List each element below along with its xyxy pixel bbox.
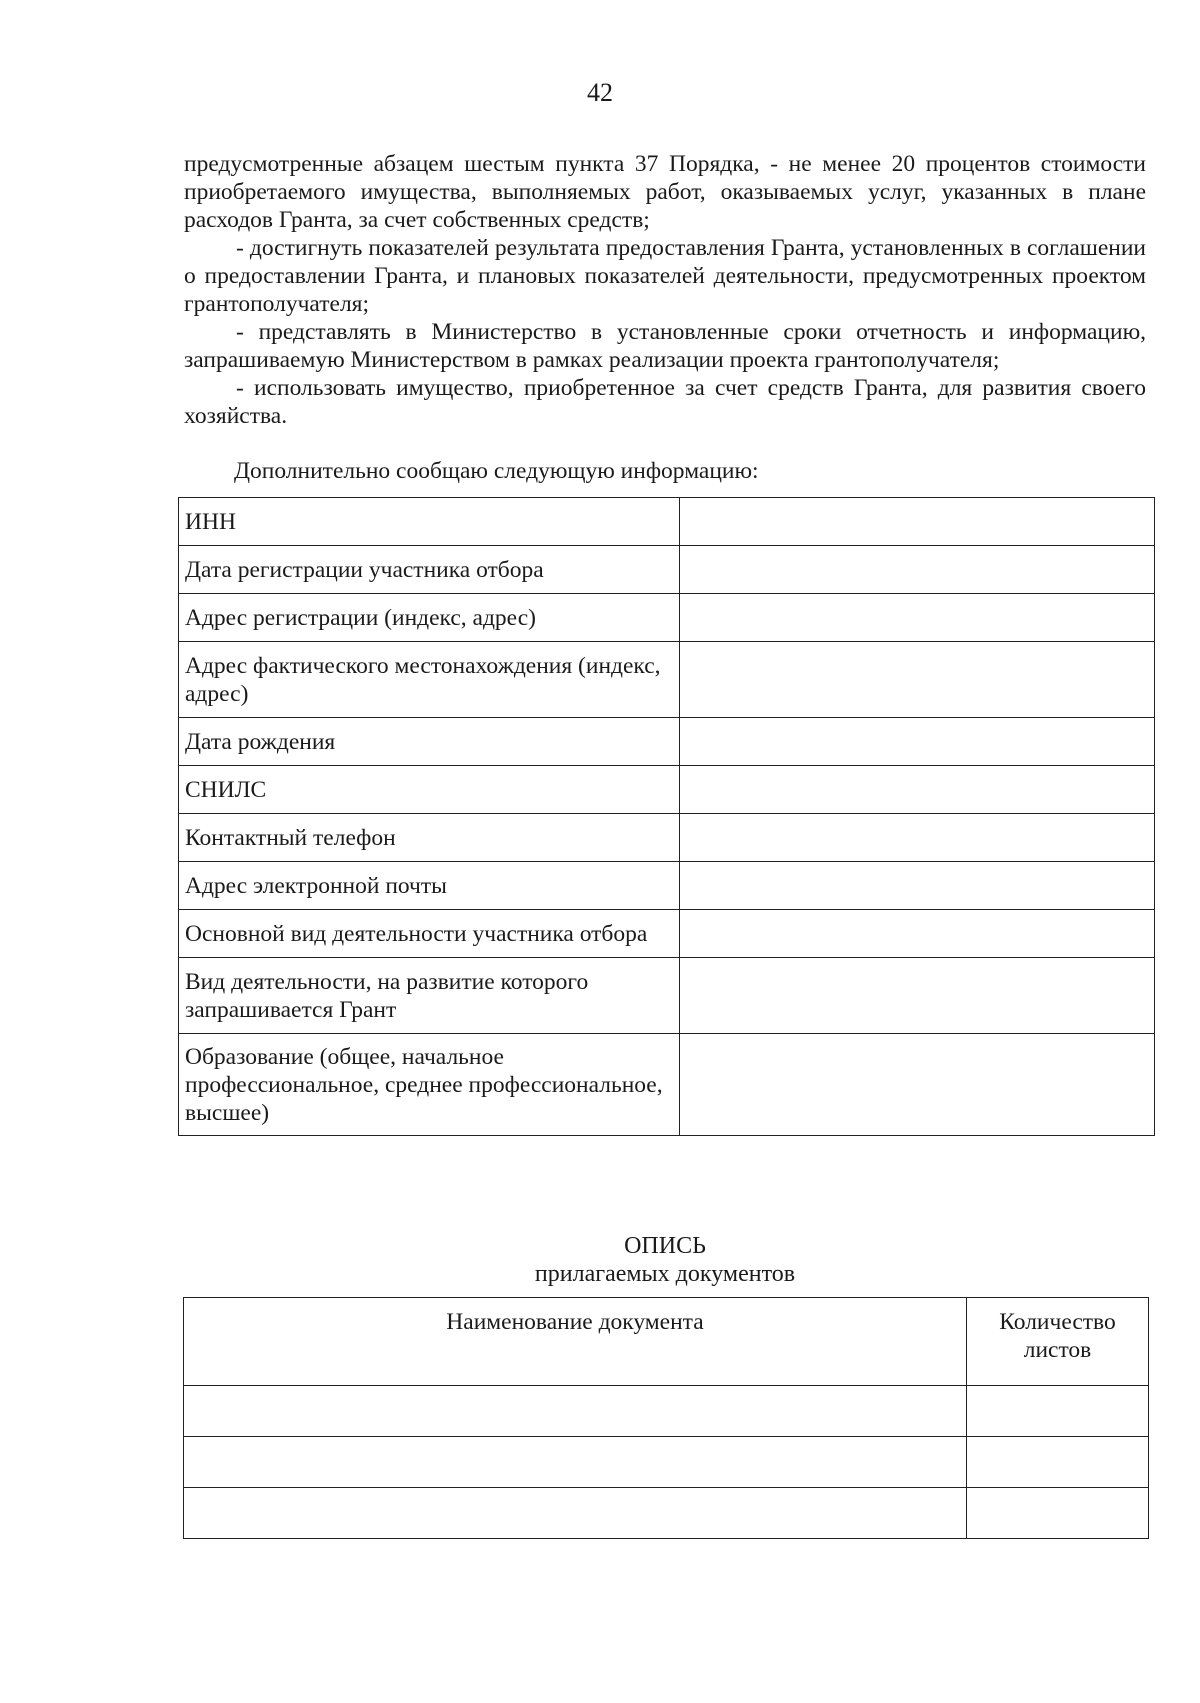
applicant-info-table — [178, 497, 1155, 1136]
sheet-count-cell[interactable] — [967, 1488, 1149, 1539]
sheet-count-cell[interactable] — [967, 1437, 1149, 1488]
table-row — [179, 1034, 1155, 1136]
info-value-registration-date[interactable] — [680, 546, 1155, 594]
opis-heading — [0, 1232, 1200, 1288]
info-value-grant-activity[interactable] — [680, 958, 1155, 1034]
documents-table — [183, 1297, 1149, 1539]
info-value-registration-address[interactable] — [680, 594, 1155, 642]
table-row — [179, 594, 1155, 642]
info-label-birth-date: Дата рождения — [179, 718, 680, 766]
info-value-phone[interactable] — [680, 814, 1155, 862]
info-value-email[interactable] — [680, 862, 1155, 910]
info-label-registration-date: Дата регистрации участника отбора — [179, 546, 680, 594]
document-name-cell[interactable] — [184, 1488, 967, 1539]
column-header-sheet-count: Количество листов — [967, 1298, 1149, 1386]
table-row — [179, 642, 1155, 718]
table-row — [179, 958, 1155, 1034]
table-row — [184, 1488, 1149, 1539]
table-row — [179, 498, 1155, 546]
info-label-email: Адрес электронной почты — [179, 862, 680, 910]
opis-title: ОПИСЬ — [624, 1233, 706, 1259]
info-label-main-activity: Основной вид деятельности участника отбора — [179, 910, 680, 958]
info-label-actual-address: Адрес фактического местонахождения (индекс, адрес) — [179, 642, 680, 718]
info-label-education: Образование (общее, начальное профессиональное, среднее профессиональное, высшее) — [179, 1034, 680, 1136]
info-label-snils: СНИЛС — [179, 766, 680, 814]
column-header-document-name: Наименование документа — [184, 1298, 967, 1386]
paragraph: - представлять в Министерство в установленные сроки отчетность и информацию, запрашиваемую Министерством в рамках реализации проекта грантополучателя; — [184, 319, 1146, 373]
info-label-phone: Контактный телефон — [179, 814, 680, 862]
info-label-grant-activity: Вид деятельности, на развитие которого запрашивается Грант — [179, 958, 680, 1034]
table-row — [179, 718, 1155, 766]
info-label-registration-address: Адрес регистрации (индекс, адрес) — [179, 594, 680, 642]
table-header-row — [184, 1298, 1149, 1386]
sheet-count-cell[interactable] — [967, 1386, 1149, 1437]
body-text — [184, 150, 1146, 430]
info-value-main-activity[interactable] — [680, 910, 1155, 958]
table-row — [179, 862, 1155, 910]
paragraph: - использовать имущество, приобретенное за счет средств Гранта, для развития своего хозяйства. — [184, 375, 1146, 429]
info-value-education[interactable] — [680, 1034, 1155, 1136]
info-value-actual-address[interactable] — [680, 642, 1155, 718]
info-value-birth-date[interactable] — [680, 718, 1155, 766]
table-row — [179, 910, 1155, 958]
paragraph: - достигнуть показателей результата предоставления Гранта, установленных в соглашении о предоставлении Гранта, и плановых показателей деятельности, предусмотренных проектом грантополучателя; — [184, 235, 1146, 317]
table-row — [179, 814, 1155, 862]
info-value-inn[interactable] — [680, 498, 1155, 546]
info-value-snils[interactable] — [680, 766, 1155, 814]
page-number: 42 — [587, 78, 613, 107]
document-name-cell[interactable] — [184, 1437, 967, 1488]
info-label-inn: ИНН — [179, 498, 680, 546]
paragraph: предусмотренные абзацем шестым пункта 37 Порядка, - не менее 20 процентов стоимости приобретаемого имущества, выполняемых работ, оказываемых услуг, указанных в плане расходов Гранта, за счет собственных средств; — [184, 151, 1146, 233]
table-row — [179, 766, 1155, 814]
table-row — [184, 1386, 1149, 1437]
table-row — [179, 546, 1155, 594]
info-intro: Дополнительно сообщаю следующую информацию: — [234, 458, 759, 484]
opis-subtitle: прилагаемых документов — [534, 1261, 796, 1287]
table-row — [184, 1437, 1149, 1488]
document-name-cell[interactable] — [184, 1386, 967, 1437]
